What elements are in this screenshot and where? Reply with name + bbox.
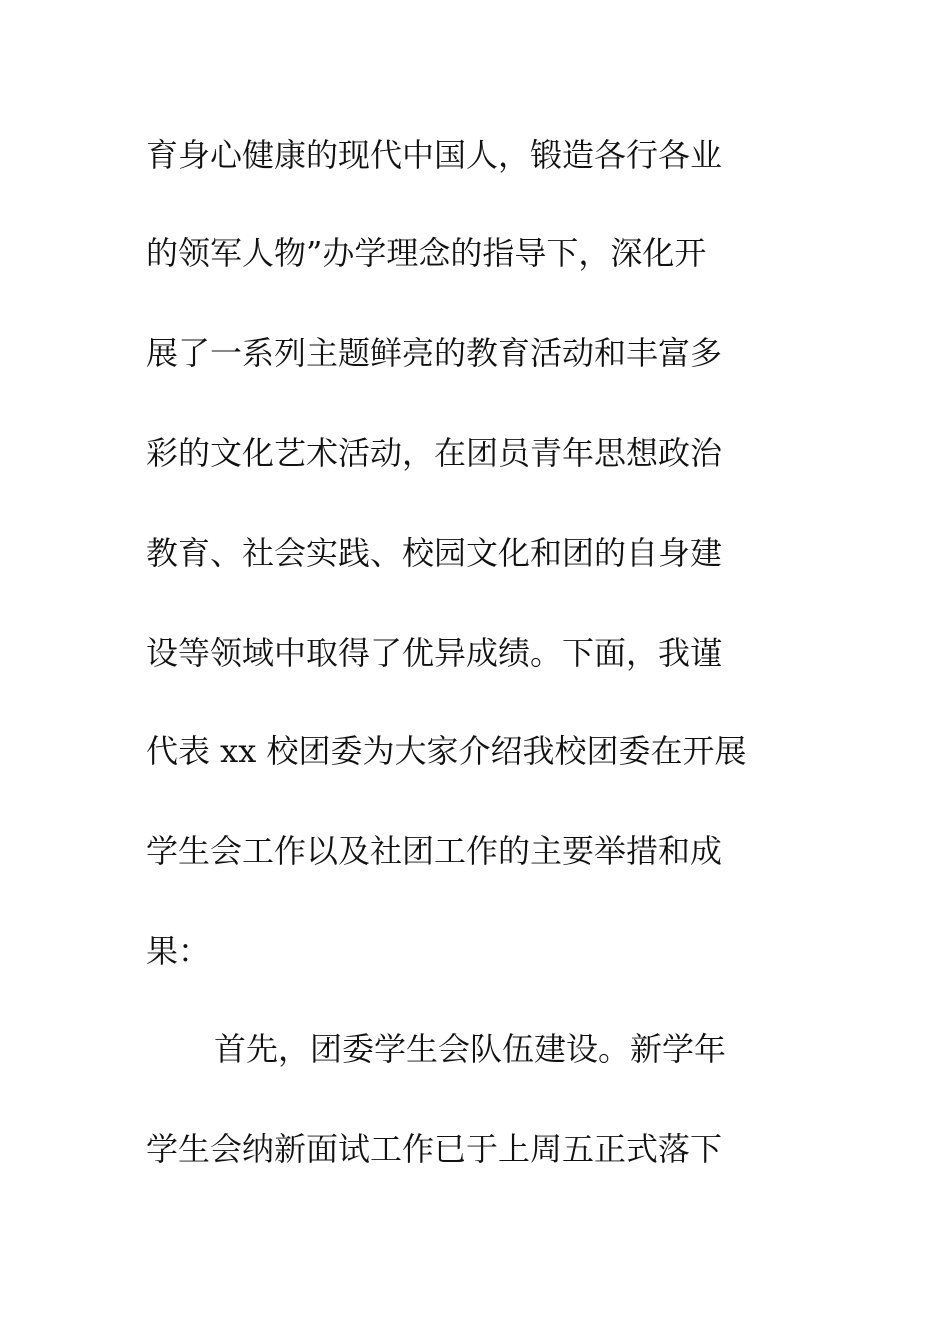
text-line: 代表 xx 校团委为大家介绍我校团委在开展 (146, 732, 747, 770)
text-line: 育身心健康的现代中国人，锻造各行各业 (146, 136, 723, 174)
text-line: 学生会纳新面试工作已于上周五正式落下 (146, 1130, 723, 1168)
text-line: 展了一系列主题鲜亮的教育活动和丰富多 (146, 334, 723, 372)
text-line: 彩的文化艺术活动，在团员青年思想政治 (146, 434, 723, 472)
text-line: 的领军人物”办学理念的指导下，深化开 (146, 234, 707, 272)
text-line: 果： (146, 932, 211, 970)
text-line: 学生会工作以及社团工作的主要举措和成 (146, 832, 723, 870)
text-line: 教育、社会实践、校园文化和团的自身建 (146, 534, 723, 572)
paragraph-first-line: 首先，团委学生会队伍建设。新学年 (214, 1030, 727, 1068)
text-line: 设等领域中取得了优异成绩。下面，我谨 (146, 634, 723, 672)
